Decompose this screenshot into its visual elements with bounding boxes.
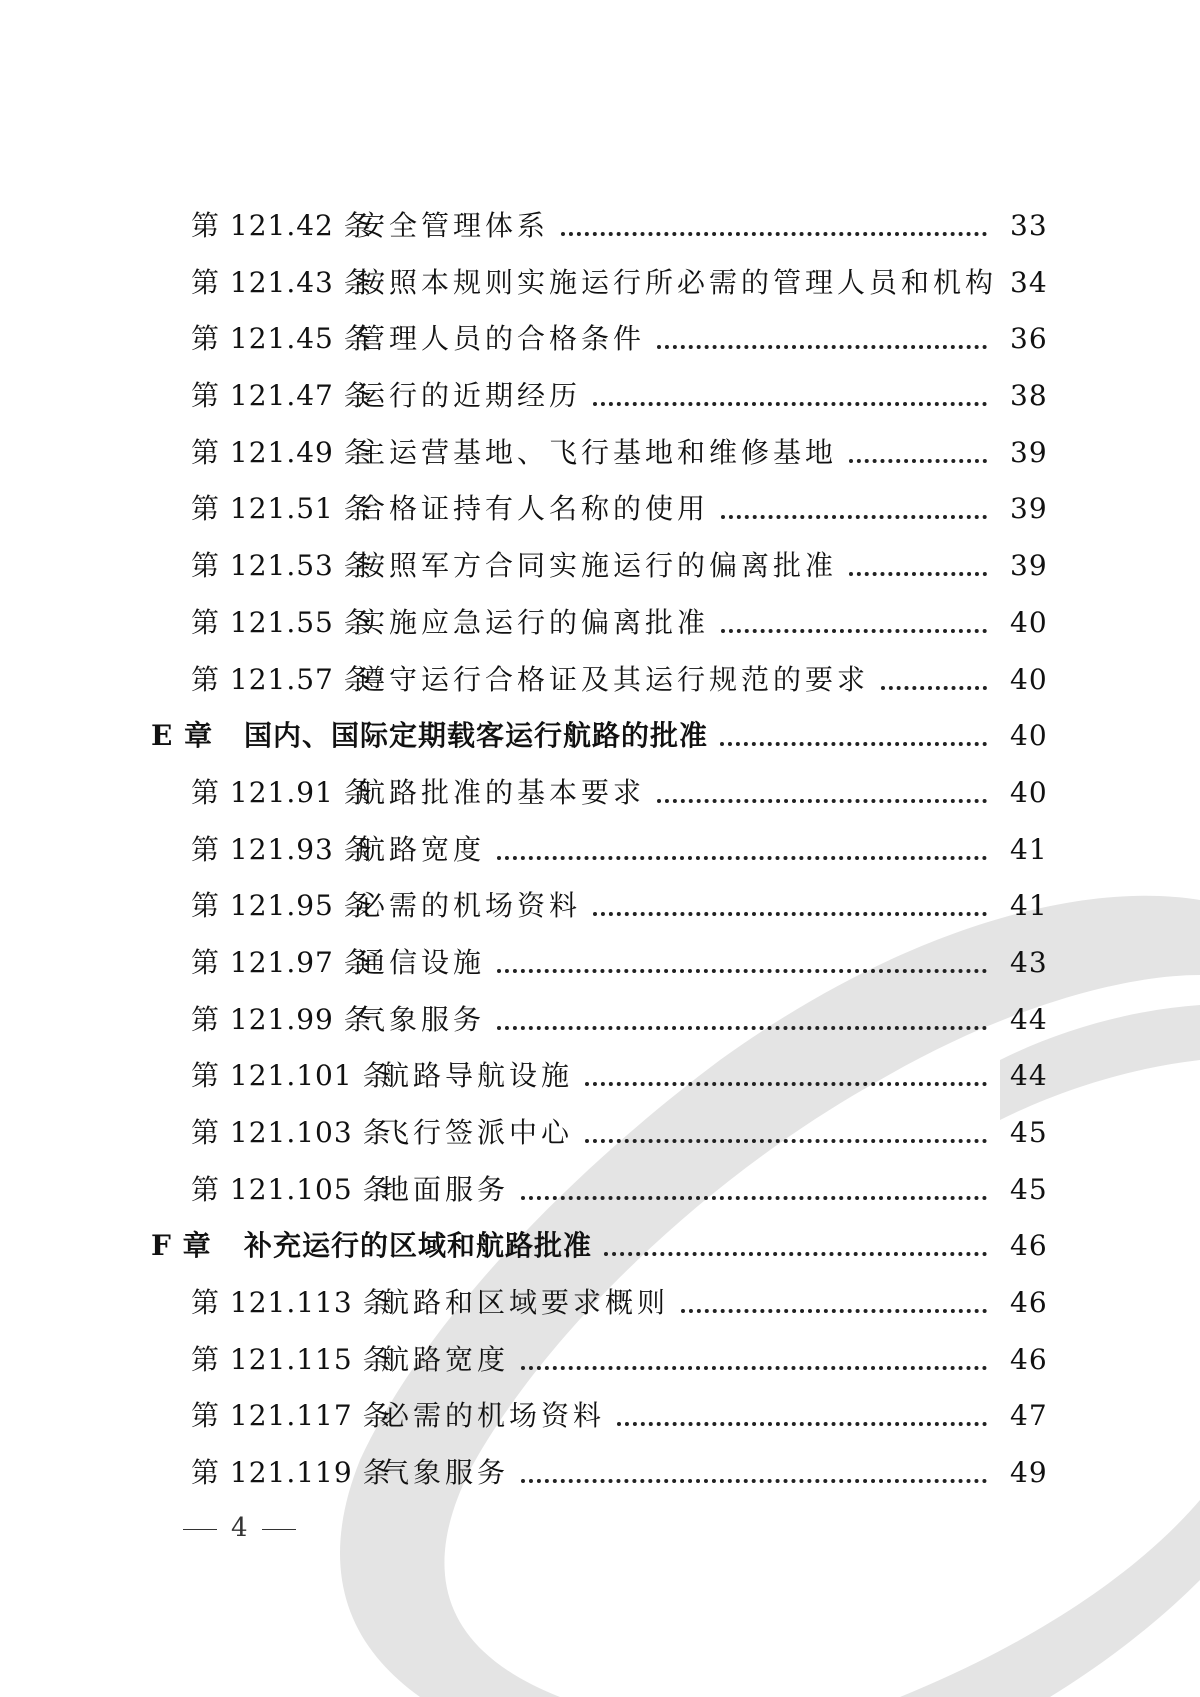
page-ref: 43 xyxy=(1010,945,1048,979)
toc-section-row[interactable] xyxy=(0,1275,1200,1332)
dot-leader xyxy=(849,572,987,576)
page-ref: 45 xyxy=(1010,1172,1048,1206)
section-title: 飞行签派中心 xyxy=(381,1116,574,1149)
page-ref: 47 xyxy=(1010,1399,1048,1433)
toc-section-row[interactable] xyxy=(0,481,1200,538)
toc-section-row[interactable] xyxy=(0,1445,1200,1502)
toc-section-row[interactable] xyxy=(0,992,1200,1049)
section-number: 第 121.57 条 xyxy=(191,662,373,696)
toc-section-row[interactable] xyxy=(0,198,1200,255)
section-title: 按照本规则实施运行所必需的管理人员和机构 xyxy=(357,265,998,299)
dot-leader xyxy=(521,1196,987,1200)
section-title: 实施应急运行的偏离批准 xyxy=(357,605,710,639)
toc-section-row[interactable] xyxy=(0,538,1200,595)
page-ref: 39 xyxy=(1010,549,1048,583)
section-title: 合格证持有人名称的使用 xyxy=(357,492,710,526)
toc-chapter-row[interactable] xyxy=(0,708,1200,765)
section-number: 第 121.93 条 xyxy=(191,832,373,866)
section-number: 第 121.115 条 xyxy=(191,1342,392,1376)
section-number: 第 121.97 条 xyxy=(191,945,373,979)
page-ref: 44 xyxy=(1010,1059,1048,1093)
page-ref: 33 xyxy=(1010,209,1048,242)
page-ref: 41 xyxy=(1010,889,1048,923)
dot-leader xyxy=(849,459,987,463)
page-ref: 46 xyxy=(1010,1229,1048,1263)
page-ref: 40 xyxy=(1010,719,1048,753)
section-number: 第 121.45 条 xyxy=(191,322,373,356)
section-title: 主运营基地、飞行基地和维修基地 xyxy=(357,435,838,469)
toc-section-row[interactable] xyxy=(0,1388,1200,1445)
page-ref: 36 xyxy=(1010,322,1048,356)
dot-leader xyxy=(585,1082,987,1086)
section-number: 第 121.99 条 xyxy=(191,1002,373,1036)
dot-leader xyxy=(604,1252,987,1256)
section-number: 第 121.113 条 xyxy=(191,1286,392,1320)
dot-leader xyxy=(521,1366,987,1370)
section-title: 气象服务 xyxy=(381,1456,510,1490)
dot-leader xyxy=(593,402,987,406)
toc-section-row[interactable] xyxy=(0,878,1200,935)
page-ref: 41 xyxy=(1010,832,1048,866)
dot-leader xyxy=(585,1139,987,1143)
section-number: 第 121.55 条 xyxy=(191,605,373,639)
toc-section-row[interactable] xyxy=(0,935,1200,992)
table-of-contents xyxy=(0,198,1200,1502)
section-number: 第 121.91 条 xyxy=(191,775,373,809)
toc-section-row[interactable] xyxy=(0,1332,1200,1389)
dot-leader xyxy=(561,232,987,236)
page-ref: 34 xyxy=(1010,265,1048,299)
section-number: 第 121.103 条 xyxy=(191,1116,392,1149)
section-title: 航路和区域要求概则 xyxy=(381,1286,670,1320)
section-title: 按照军方合同实施运行的偏离批准 xyxy=(357,549,838,583)
dot-leader xyxy=(593,912,987,916)
page-ref: 40 xyxy=(1010,662,1048,696)
section-title: 安全管理体系 xyxy=(357,209,550,242)
section-title: 管理人员的合格条件 xyxy=(357,322,646,356)
toc-section-row[interactable] xyxy=(0,255,1200,312)
dot-leader xyxy=(497,1026,987,1030)
section-title: 航路宽度 xyxy=(357,832,486,866)
toc-section-row[interactable] xyxy=(0,765,1200,822)
chapter-title: 补充运行的区域和航路批准 xyxy=(244,1229,593,1263)
dot-leader xyxy=(497,969,987,973)
section-title: 地面服务 xyxy=(381,1172,510,1206)
section-title: 航路批准的基本要求 xyxy=(357,775,646,809)
toc-section-row[interactable] xyxy=(0,368,1200,425)
page-ref: 40 xyxy=(1010,605,1048,639)
section-number: 第 121.43 条 xyxy=(191,265,373,299)
page-ref: 49 xyxy=(1010,1456,1048,1490)
dot-leader xyxy=(881,686,987,690)
toc-section-row[interactable] xyxy=(0,425,1200,482)
section-number: 第 121.105 条 xyxy=(191,1172,392,1206)
page-ref: 44 xyxy=(1010,1002,1048,1036)
toc-section-row[interactable] xyxy=(0,822,1200,879)
dot-leader xyxy=(497,856,987,860)
dot-leader xyxy=(657,799,987,803)
section-title: 气象服务 xyxy=(357,1002,486,1036)
section-number: 第 121.42 条 xyxy=(191,209,373,242)
footer-dash-left xyxy=(183,1529,217,1530)
section-title: 必需的机场资料 xyxy=(381,1399,606,1433)
section-number: 第 121.51 条 xyxy=(191,492,373,526)
section-number: 第 121.117 条 xyxy=(191,1399,392,1433)
section-number: 第 121.47 条 xyxy=(191,379,373,413)
section-number: 第 121.101 条 xyxy=(191,1059,392,1093)
section-number: 第 121.95 条 xyxy=(191,889,373,923)
toc-section-row[interactable] xyxy=(0,1048,1200,1105)
page-ref: 39 xyxy=(1010,435,1048,469)
section-title: 航路宽度 xyxy=(381,1342,510,1376)
page-ref: 38 xyxy=(1010,379,1048,413)
page-ref: 45 xyxy=(1010,1116,1048,1149)
page-footer xyxy=(183,1513,296,1543)
dot-leader xyxy=(521,1479,987,1483)
dot-leader xyxy=(681,1309,987,1313)
footer-dash-right xyxy=(262,1529,296,1530)
toc-section-row[interactable] xyxy=(0,1105,1200,1162)
dot-leader xyxy=(720,742,987,746)
dot-leader xyxy=(657,345,987,349)
section-number: 第 121.49 条 xyxy=(191,435,373,469)
toc-section-row[interactable] xyxy=(0,311,1200,368)
toc-section-row[interactable] xyxy=(0,595,1200,652)
chapter-title: 国内、国际定期载客运行航路的批准 xyxy=(244,719,709,753)
dot-leader xyxy=(617,1422,987,1426)
section-title: 必需的机场资料 xyxy=(357,889,582,923)
section-number: 第 121.53 条 xyxy=(191,549,373,583)
section-title: 遵守运行合格证及其运行规范的要求 xyxy=(357,662,870,696)
toc-chapter-row[interactable] xyxy=(0,1218,1200,1275)
section-title: 运行的近期经历 xyxy=(357,379,582,413)
section-number: 第 121.119 条 xyxy=(191,1456,392,1490)
section-title: 航路导航设施 xyxy=(381,1059,574,1093)
page-number: 4 xyxy=(231,1513,248,1543)
toc-section-row[interactable] xyxy=(0,652,1200,709)
page-ref: 46 xyxy=(1010,1342,1048,1376)
dot-leader xyxy=(721,629,987,633)
toc-section-row[interactable] xyxy=(0,1162,1200,1219)
page-ref: 40 xyxy=(1010,775,1048,809)
chapter-label: F 章 xyxy=(151,1229,212,1263)
dot-leader xyxy=(721,515,987,519)
section-title: 通信设施 xyxy=(357,945,486,979)
page-ref: 46 xyxy=(1010,1286,1048,1320)
page-ref: 39 xyxy=(1010,492,1048,526)
chapter-label: E 章 xyxy=(151,719,214,753)
